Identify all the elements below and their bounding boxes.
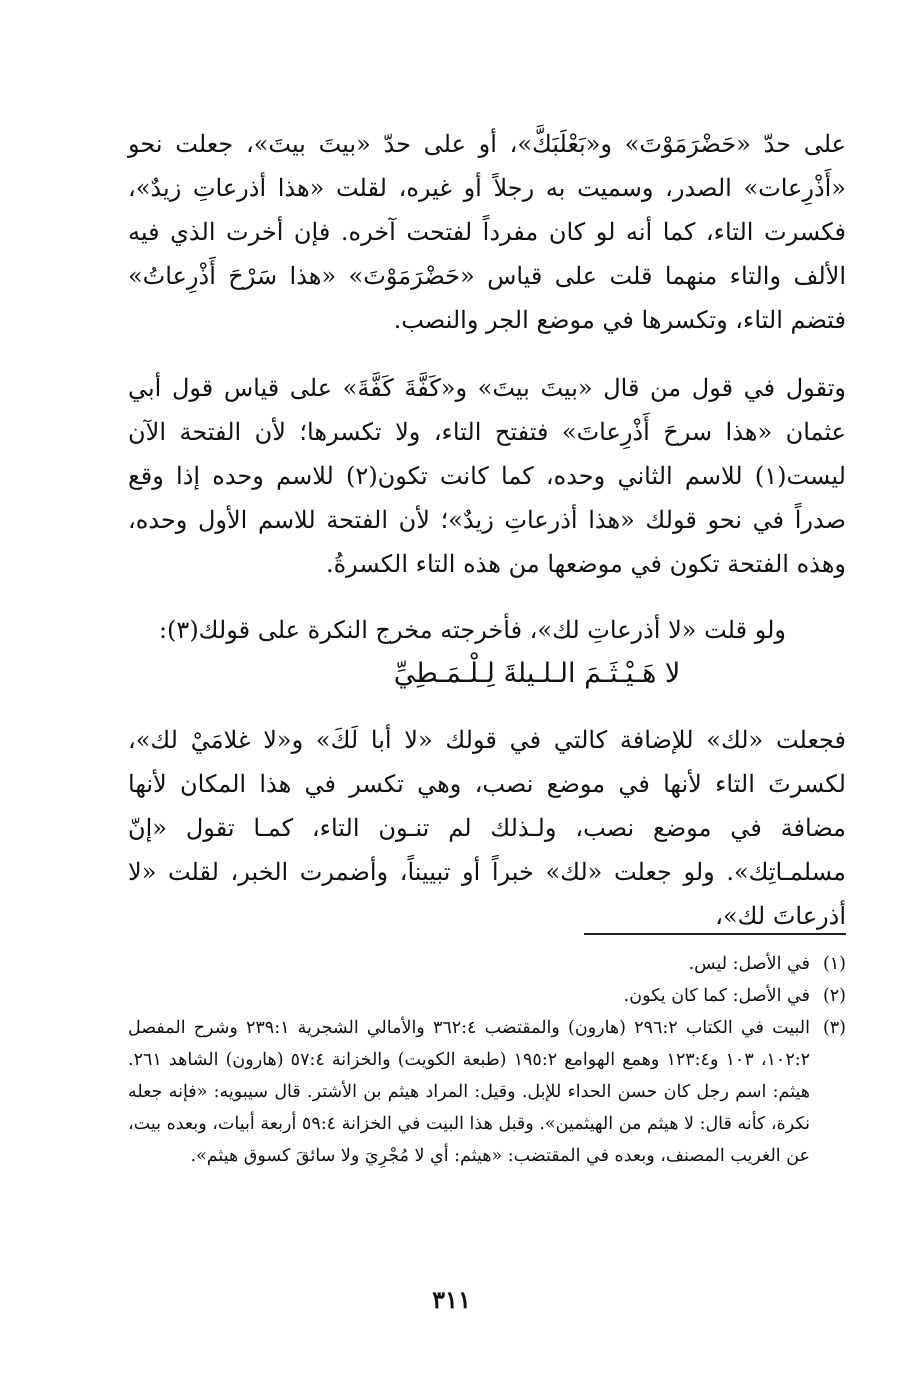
footnote-text: في الأصل: ليس. bbox=[688, 954, 810, 974]
footnotes bbox=[128, 948, 846, 1172]
paragraph: فجعلت «لك» للإضافة كالتي في قولك «لا أبا لَكَ» و«لا غلامَيْ لك»، لكسرتَ التاء لأنها في موضع نصب، وهي تكسر في هذا المكان لأنها مضافة في موضع نصب، ولـذلك لم تنـون التاء، كمـا تقول «إنّ مسلمـاتِك». ولو جعلت «لك» خبراً أو تبييناً، وأضمرت الخبر، لقلت «لا أذرعاتَ لك»، bbox=[128, 726, 846, 930]
verse-intro: ولو قلت «لا أذرعاتِ لك»، فأخرجته مخرج النكرة على قولك(٣): bbox=[158, 616, 786, 644]
footnote-text: البيت في الكتاب ٢٩٦:٢ (هارون) والمقتضب ٣٦٢:٤ والأمالي الشجرية ٢٣٩:١ وشرح المفصل ١٠٢:٢، ١٠٣ و١٢٣:٤ وهمع الهوامع ١٩٥:٢ (طبعة الكويت) والخزانة ٥٧:٤ (هارون) الشاهد ٢٦١. هيثم: اسم رجل كان حسن الحداء للإبل. وقيل: المراد هيثم بن الأشتر. قال سيبويه: «فإنه جعله نكرة، كأنه قال: لا هيثم من الهيثمين». وقبل هذا البيت في الخزانة ٥٩:٤ أربعة أبيات، وبعده بيت، عن الغريب المصنف، وبعده في المقتضب: «هيثم: أي لا مُجْرِيَ ولا سائقَ كسوق هيثم». bbox=[128, 1018, 811, 1166]
footnote-number: (٢) bbox=[822, 986, 846, 1006]
main-text bbox=[128, 122, 846, 938]
footnote-number: (١) bbox=[822, 954, 846, 974]
page-number: ٣١١ bbox=[432, 1285, 471, 1314]
footnote-text: في الأصل: كما كان يكون. bbox=[623, 986, 810, 1006]
paragraph: وتقول في قول من قال «بيتَ بيتَ» و«كَفَّةَ كَفَّةَ» على قياس قول أبي عثمان «هذا سرحَ أَذْرِعاتَ» فتفتح التاء، ولا تكسرها؛ لأن الفتحة الآن ليست(١) للاسم الثاني وحده، كما كانت تكون(٢) للاسم وحده إذا وقع صدراً في نحو قولك «هذا أذرعاتِ زيدٌ»؛ لأن الفتحة للاسم الأول وحده، وهذه الفتحة تكون في موضعها من هذه التاء الكسرةُ. bbox=[128, 374, 846, 578]
footnote-separator bbox=[584, 933, 846, 935]
poetry-verse: لا هَـيْـثَـمَ الـلـيلةَ لِـلْـمَـطِيِّ bbox=[393, 658, 681, 689]
footnote bbox=[128, 1012, 846, 1172]
footnote bbox=[128, 948, 846, 980]
footnote bbox=[128, 980, 846, 1012]
paragraph: على حدّ «حَضْرَمَوْتَ» و«بَعْلَبَكَّ»، أو على حدّ «بيتَ بيتَ»، جعلت نحو «أَذْرِعات» الصدر، وسميت به رجلاً أو غيره، لقلت «هذا أذرعاتِ زيدٌ»، فكسرت التاء، كما أنه لو كان مفرداً لفتحت آخره. فإن أخرت الذي فيه الألف والتاء منهما قلت على قياس «حَضْرَمَوْتَ» «هذا سَرْحَ أَذْرِعاتُ» فتضم التاء، وتكسرها في موضع الجر والنصب. bbox=[128, 130, 846, 334]
footnote-number: (٣) bbox=[822, 1018, 846, 1038]
